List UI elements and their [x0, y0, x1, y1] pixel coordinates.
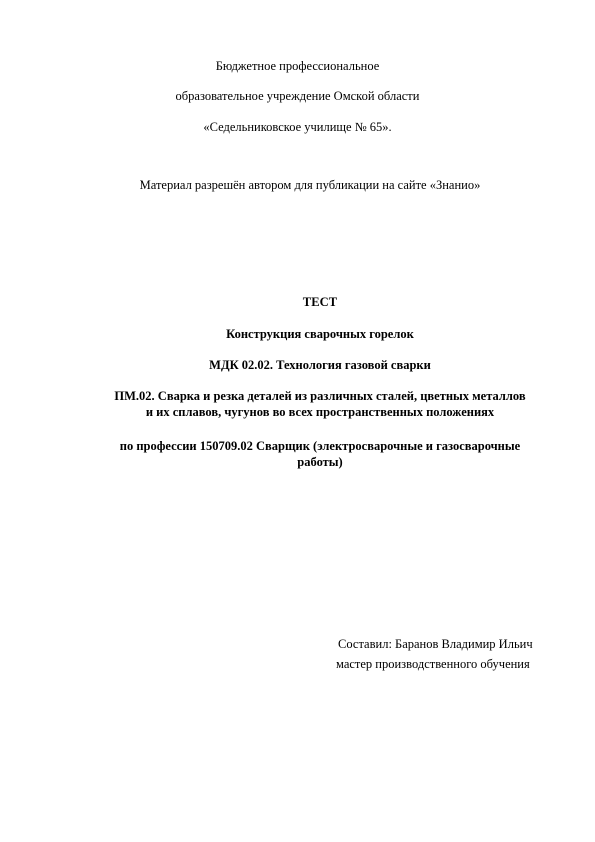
institution-line-1: Бюджетное профессиональное	[215, 59, 380, 73]
profession-title-line-2: работы)	[297, 455, 343, 469]
profession-title	[60, 438, 580, 470]
module-title-line-2: и их сплавов, чугунов во всех пространственных положениях	[145, 405, 495, 419]
module-title	[60, 388, 580, 420]
profession-title-line-1: по профессии 150709.02 Сварщик (электросварочные и газосварочные	[119, 439, 521, 453]
institution-line-2: образовательное учреждение Омской области	[175, 89, 420, 103]
author-name: Составил: Баранов Владимир Ильич	[338, 637, 533, 651]
institution-line-3: «Седельниковское училище № 65».	[203, 120, 392, 134]
author-block	[320, 634, 580, 674]
course-title: МДК 02.02. Технология газовой сварки	[209, 358, 431, 372]
module-title-line-1: ПМ.02. Сварка и резка деталей из различных сталей, цветных металлов	[114, 389, 526, 403]
document-title: ТЕСТ	[302, 295, 338, 309]
author-position: мастер производственного обучения	[336, 657, 530, 671]
topic-title: Конструкция сварочных горелок	[226, 327, 414, 341]
publication-permission: Материал разрешён автором для публикации на сайте «Знанио»	[139, 178, 481, 192]
